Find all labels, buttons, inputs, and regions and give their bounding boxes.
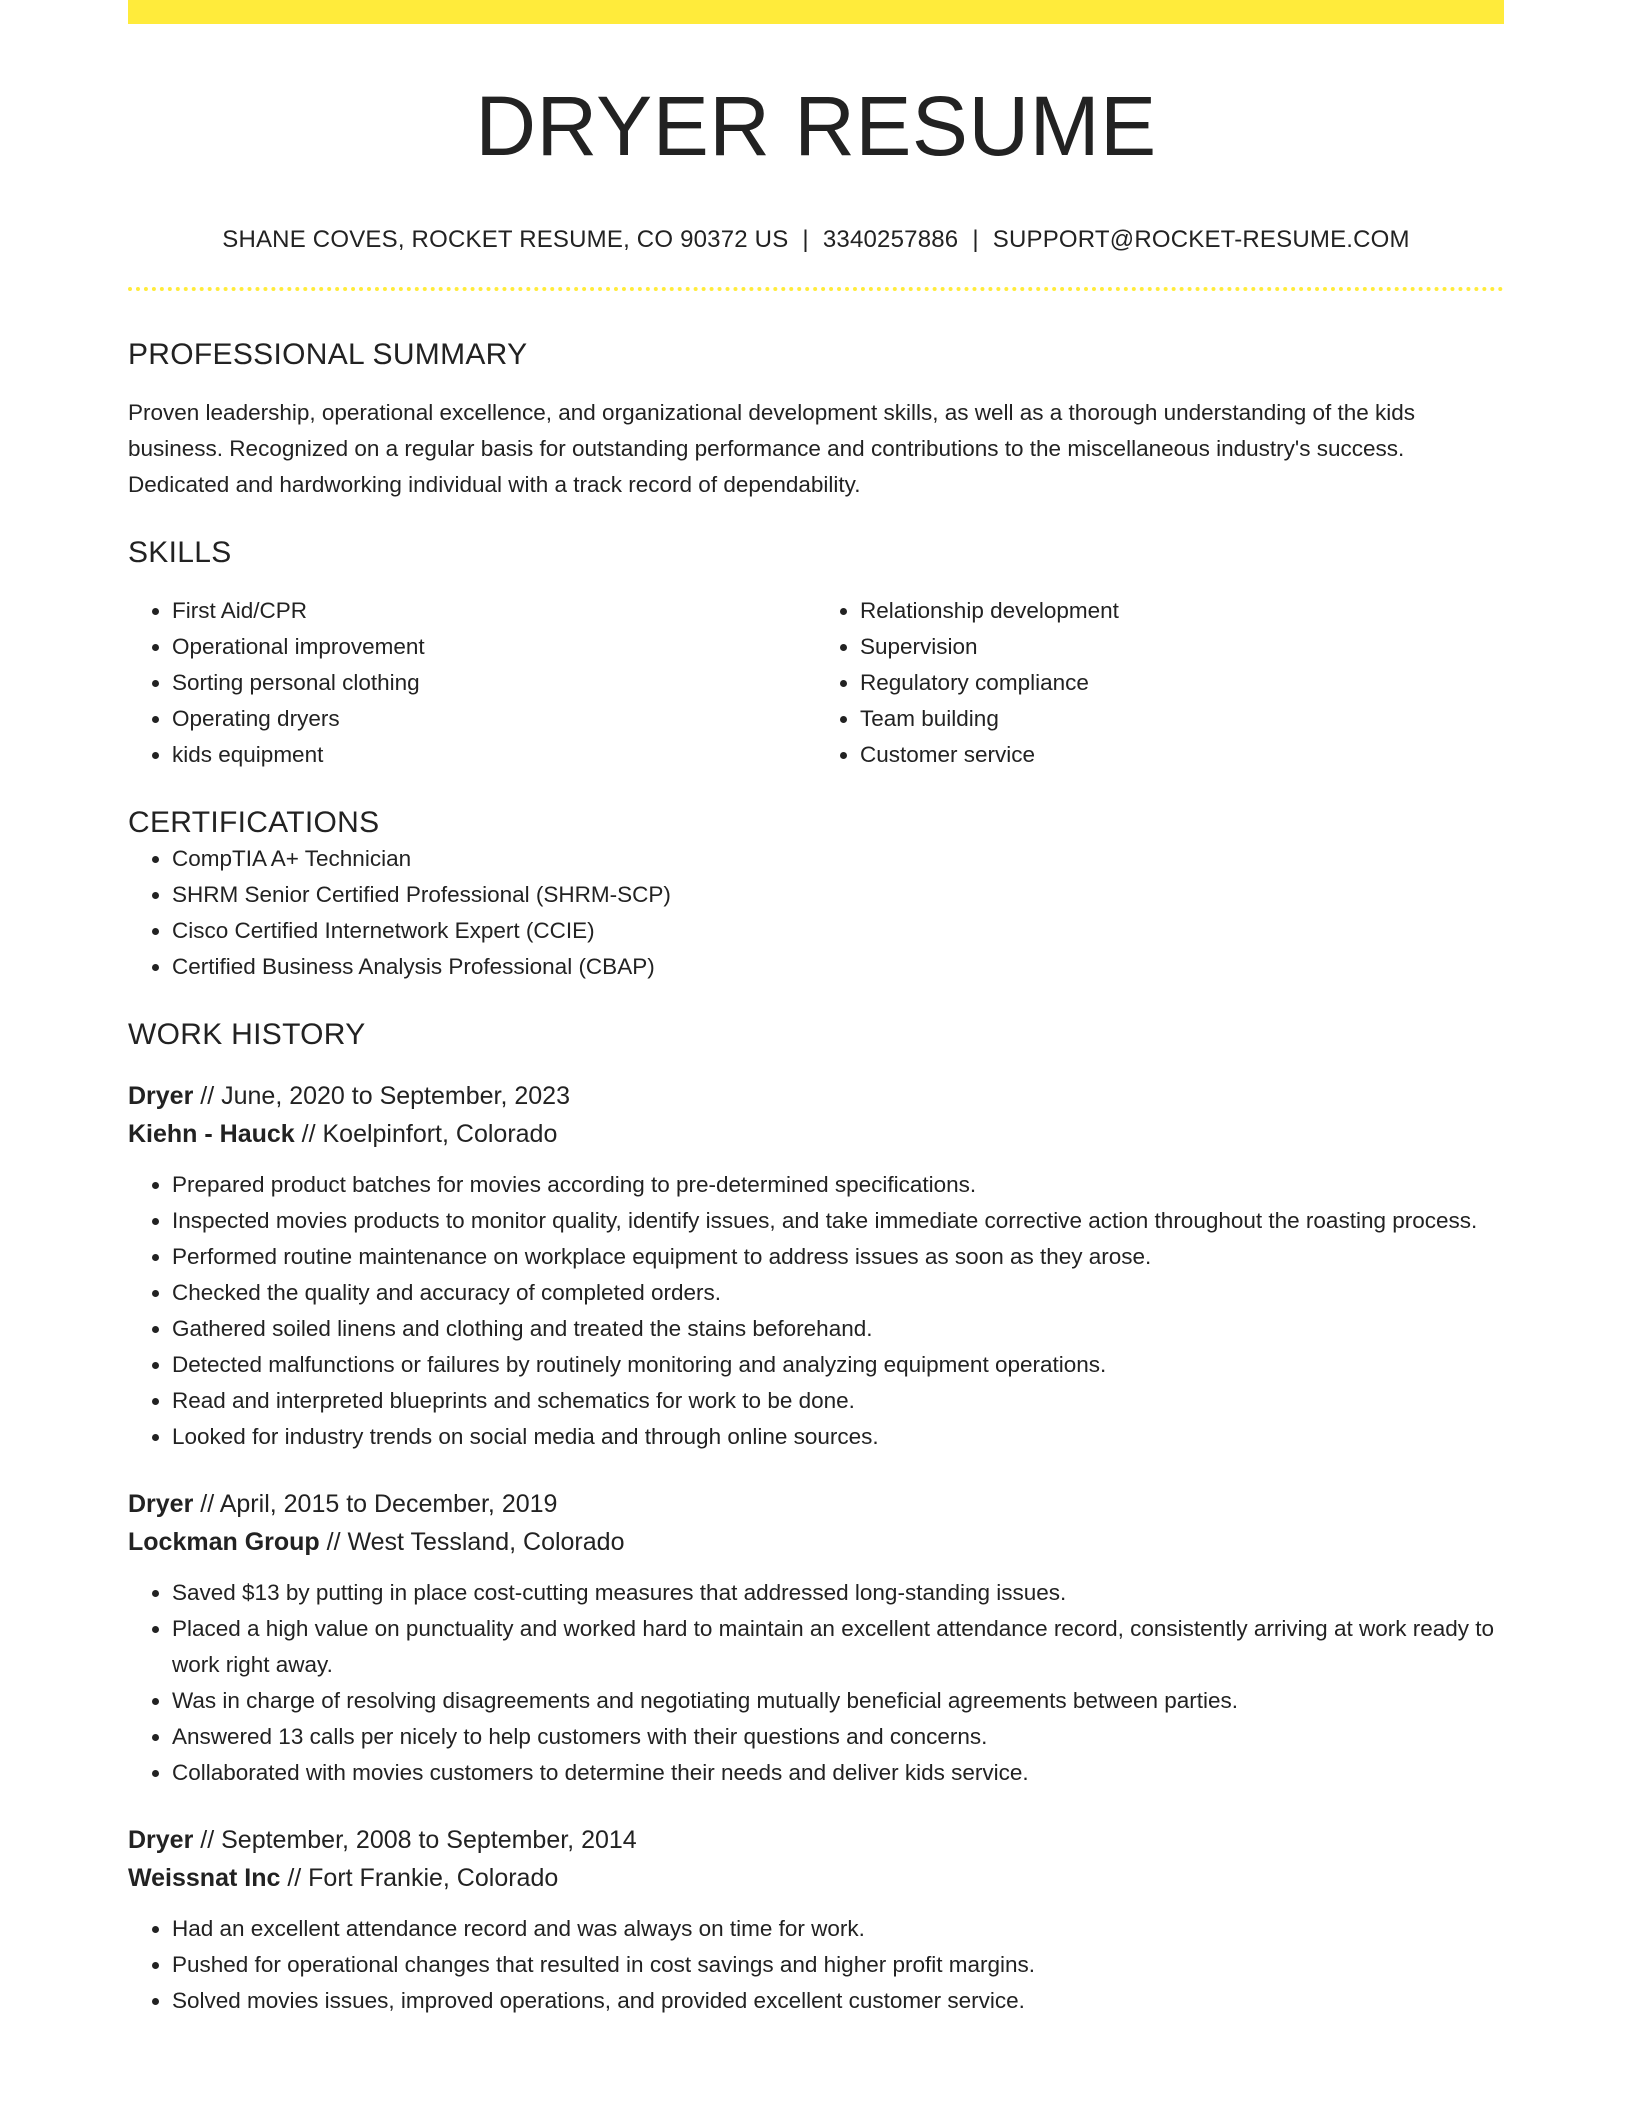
contact-email: SUPPORT@ROCKET-RESUME.COM <box>992 226 1410 253</box>
job-location: // Koelpinfort, Colorado <box>294 1119 558 1148</box>
certification-item: • Cisco Certified Internetwork Expert (CCIE) <box>172 913 1504 949</box>
skill-item: • Relationship development <box>860 593 1504 629</box>
job-bullet: • Inspected movies products to monitor quality, identify issues, and take immediate corrective action throughout the roasting process. <box>172 1203 1504 1239</box>
job-bullet: • Looked for industry trends on social media and through online sources. <box>172 1419 1504 1455</box>
job-bullet: • Saved $13 by putting in place cost-cutting measures that addressed long-standing issues. <box>172 1575 1504 1611</box>
skill-item: • Supervision <box>860 629 1504 665</box>
contact-separator: | <box>802 226 809 253</box>
job-role: Dryer <box>128 1489 194 1518</box>
job-bullets <box>128 1911 1504 2019</box>
job-bullet: • Had an excellent attendance record and was always on time for work. <box>172 1911 1504 1947</box>
skills-heading: SKILLS <box>128 535 232 569</box>
job-bullet: • Placed a high value on punctuality and worked hard to maintain an excellent attendance record, consistently arriving at work ready to work right away. <box>172 1611 1504 1683</box>
job-bullet: • Pushed for operational changes that resulted in cost savings and higher profit margins. <box>172 1947 1504 1983</box>
job-role-line <box>128 1485 1504 1523</box>
job-company-line <box>128 1115 1504 1153</box>
skill-item: • Sorting personal clothing <box>172 665 816 701</box>
job-role: Dryer <box>128 1825 194 1854</box>
job-bullet: • Prepared product batches for movies according to pre-determined specifications. <box>172 1167 1504 1203</box>
skill-item: • First Aid/CPR <box>172 593 816 629</box>
job-bullets <box>128 1167 1504 1455</box>
certification-item: • CompTIA A+ Technician <box>172 841 1504 877</box>
skills-list-right <box>816 593 1504 773</box>
job-bullet: • Was in charge of resolving disagreements and negotiating mutually beneficial agreements between parties. <box>172 1683 1504 1719</box>
summary-text: Proven leadership, operational excellence, and organizational development skills, as well as a thorough understanding of the kids business. Recognized on a regular basis for outstanding performance and contributions to the miscellaneous industry's success. Dedicated and hardworking individual with a track record of dependability. <box>128 399 1416 497</box>
job-bullet: • Gathered soiled linens and clothing and treated the stains beforehand. <box>172 1311 1504 1347</box>
job-company: Lockman Group <box>128 1527 320 1556</box>
job-dates: // June, 2020 to September, 2023 <box>193 1081 570 1110</box>
skill-item: • Operating dryers <box>172 701 816 737</box>
top-accent-bar <box>128 0 1504 24</box>
summary-heading: PROFESSIONAL SUMMARY <box>128 337 528 371</box>
dotted-divider <box>128 287 1504 291</box>
job-company: Kiehn - Hauck <box>128 1119 295 1148</box>
skills-grid <box>128 593 1504 773</box>
skill-item: • Customer service <box>860 737 1504 773</box>
job-company: Weissnat Inc <box>128 1863 281 1892</box>
job-bullet: • Checked the quality and accuracy of completed orders. <box>172 1275 1504 1311</box>
job-dates: // April, 2015 to December, 2019 <box>193 1489 558 1518</box>
skill-item: • Team building <box>860 701 1504 737</box>
job-dates: // September, 2008 to September, 2014 <box>193 1825 637 1854</box>
certifications-list <box>128 841 1504 985</box>
job-bullet: • Collaborated with movies customers to determine their needs and deliver kids service. <box>172 1755 1504 1791</box>
job-bullet: • Detected malfunctions or failures by routinely monitoring and analyzing equipment operations. <box>172 1347 1504 1383</box>
job-company-line <box>128 1859 1504 1897</box>
job-role: Dryer <box>128 1081 194 1110</box>
resume-page <box>128 0 1504 2019</box>
skill-item: • kids equipment <box>172 737 816 773</box>
job-bullet: • Performed routine maintenance on workplace equipment to address issues as soon as they arose. <box>172 1239 1504 1275</box>
skill-item: • Regulatory compliance <box>860 665 1504 701</box>
job-location: // Fort Frankie, Colorado <box>280 1863 559 1892</box>
job-entry <box>128 1821 1504 2019</box>
work-history-heading: WORK HISTORY <box>128 1017 366 1051</box>
contact-line <box>128 226 1504 255</box>
resume-title: DRYER RESUME <box>475 79 1157 173</box>
contact-address: SHANE COVES, ROCKET RESUME, CO 90372 US <box>222 226 789 253</box>
job-company-line <box>128 1523 1504 1561</box>
job-bullet: • Solved movies issues, improved operations, and provided excellent customer service. <box>172 1983 1504 2019</box>
job-role-line <box>128 1077 1504 1115</box>
job-bullet: • Answered 13 calls per nicely to help customers with their questions and concerns. <box>172 1719 1504 1755</box>
job-entry <box>128 1485 1504 1791</box>
contact-phone: 3340257886 <box>822 226 959 253</box>
job-role-line <box>128 1821 1504 1859</box>
job-entry <box>128 1077 1504 1455</box>
certifications-heading: CERTIFICATIONS <box>128 805 380 839</box>
job-location: // West Tessland, Colorado <box>319 1527 625 1556</box>
job-bullet: • Read and interpreted blueprints and schematics for work to be done. <box>172 1383 1504 1419</box>
certification-item: • SHRM Senior Certified Professional (SHRM-SCP) <box>172 877 1504 913</box>
skill-item: • Operational improvement <box>172 629 816 665</box>
skills-list-left <box>128 593 816 773</box>
contact-separator: | <box>972 226 979 253</box>
certification-item: • Certified Business Analysis Professional (CBAP) <box>172 949 1504 985</box>
job-bullets <box>128 1575 1504 1791</box>
